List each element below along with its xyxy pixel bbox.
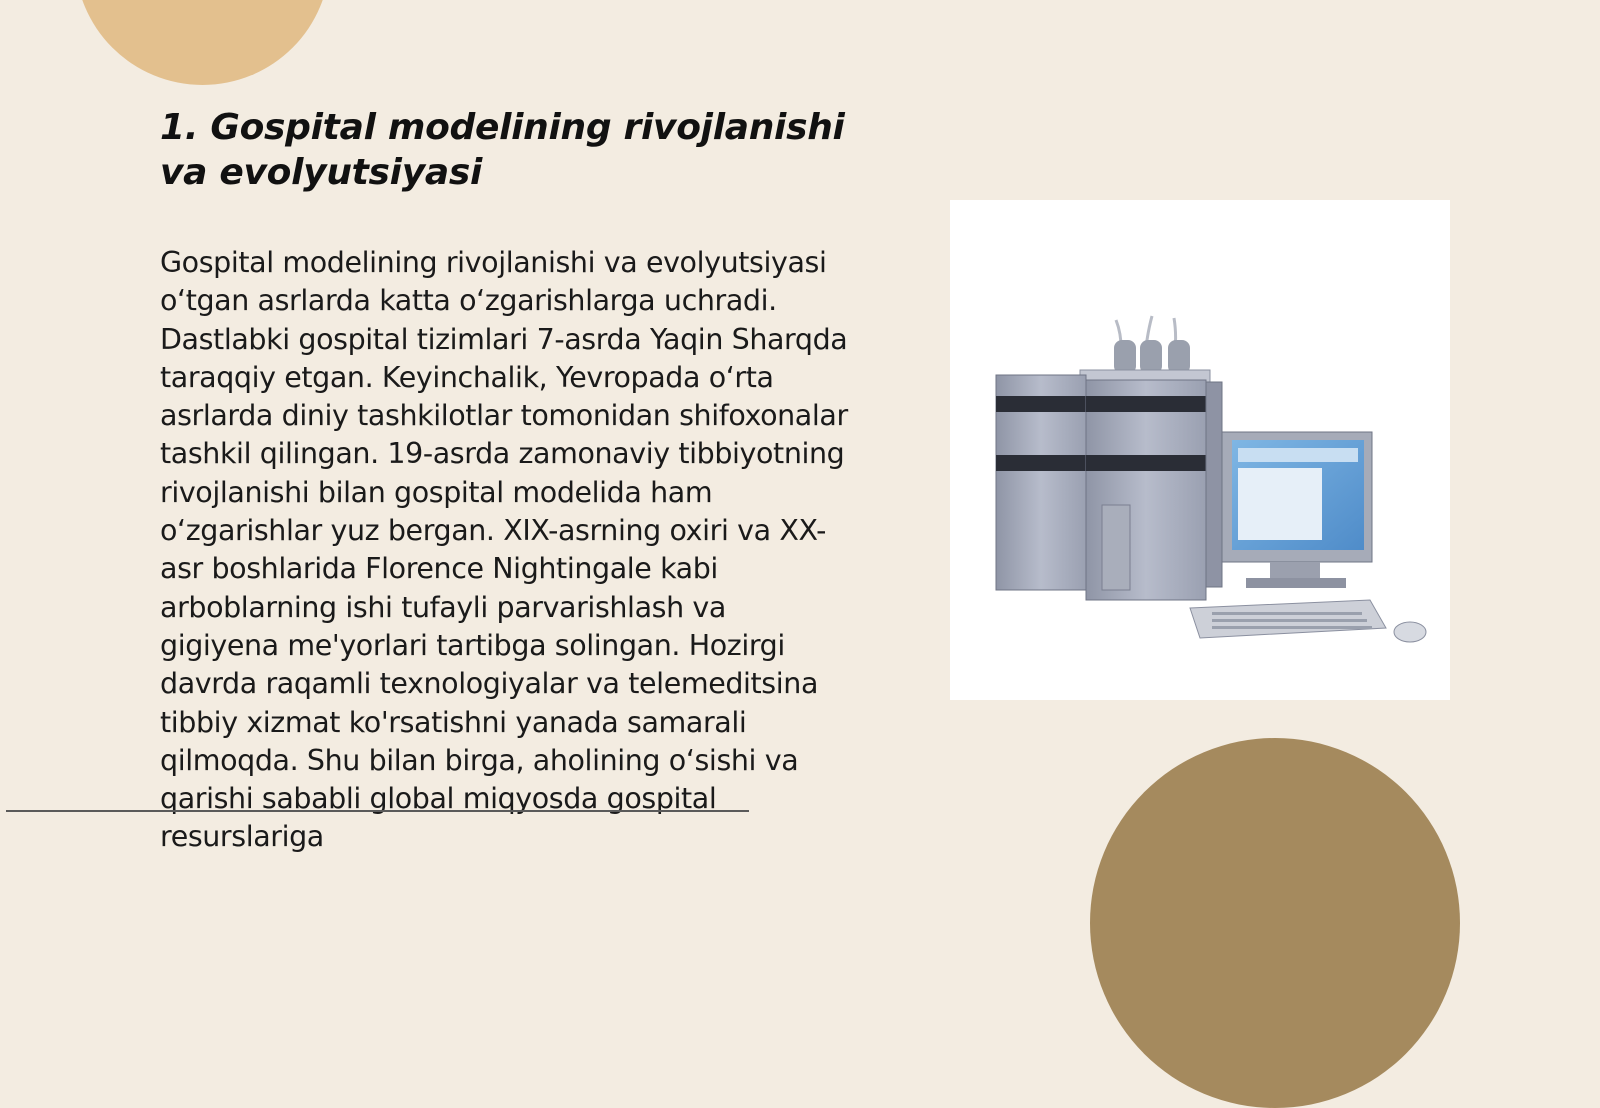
equipment-image [950,200,1450,700]
slide-title: 1. Gospital modelining rivojlanishi va evolyutsiyasi [160,107,845,193]
decorative-circle-bottom [1090,738,1460,1108]
laboratory-analyzer-with-computer-icon [950,200,1450,700]
decorative-circle-top [75,0,330,85]
slide-body-text: Gospital modelining rivojlanishi va evolyutsiyasi o‘tgan asrlarda katta o‘zgarishlarga uchradi. Dastlabki gospital tizimlari 7-asrda Yaqin Sharqda taraqqiy etgan. Keyinchalik, Yevropada o‘rta asrlarda diniy tashkilotlar tomonidan shifoxonalar tashkil qilingan. 19-asrda zamonaviy tibbiyotning rivojlanishi bilan gospital modelida ham o‘zgarishlar yuz bergan. XIX-asrning oxiri va XX-asr boshlarida Florence Nightingale kabi arboblarning ishi tufayli parvarishlash va gigiyena me'yorlari tartibga solingan. Hozirgi davrda raqamli texnologiyalar va telemeditsina tibbiy xizmat ko'rsatishni yanada samarali qilmoqda. Shu bilan birga, aholining o‘sishi va qarishi sababli global miqyosda gospital resurslariga [160,246,848,854]
divider-line [6,810,749,812]
